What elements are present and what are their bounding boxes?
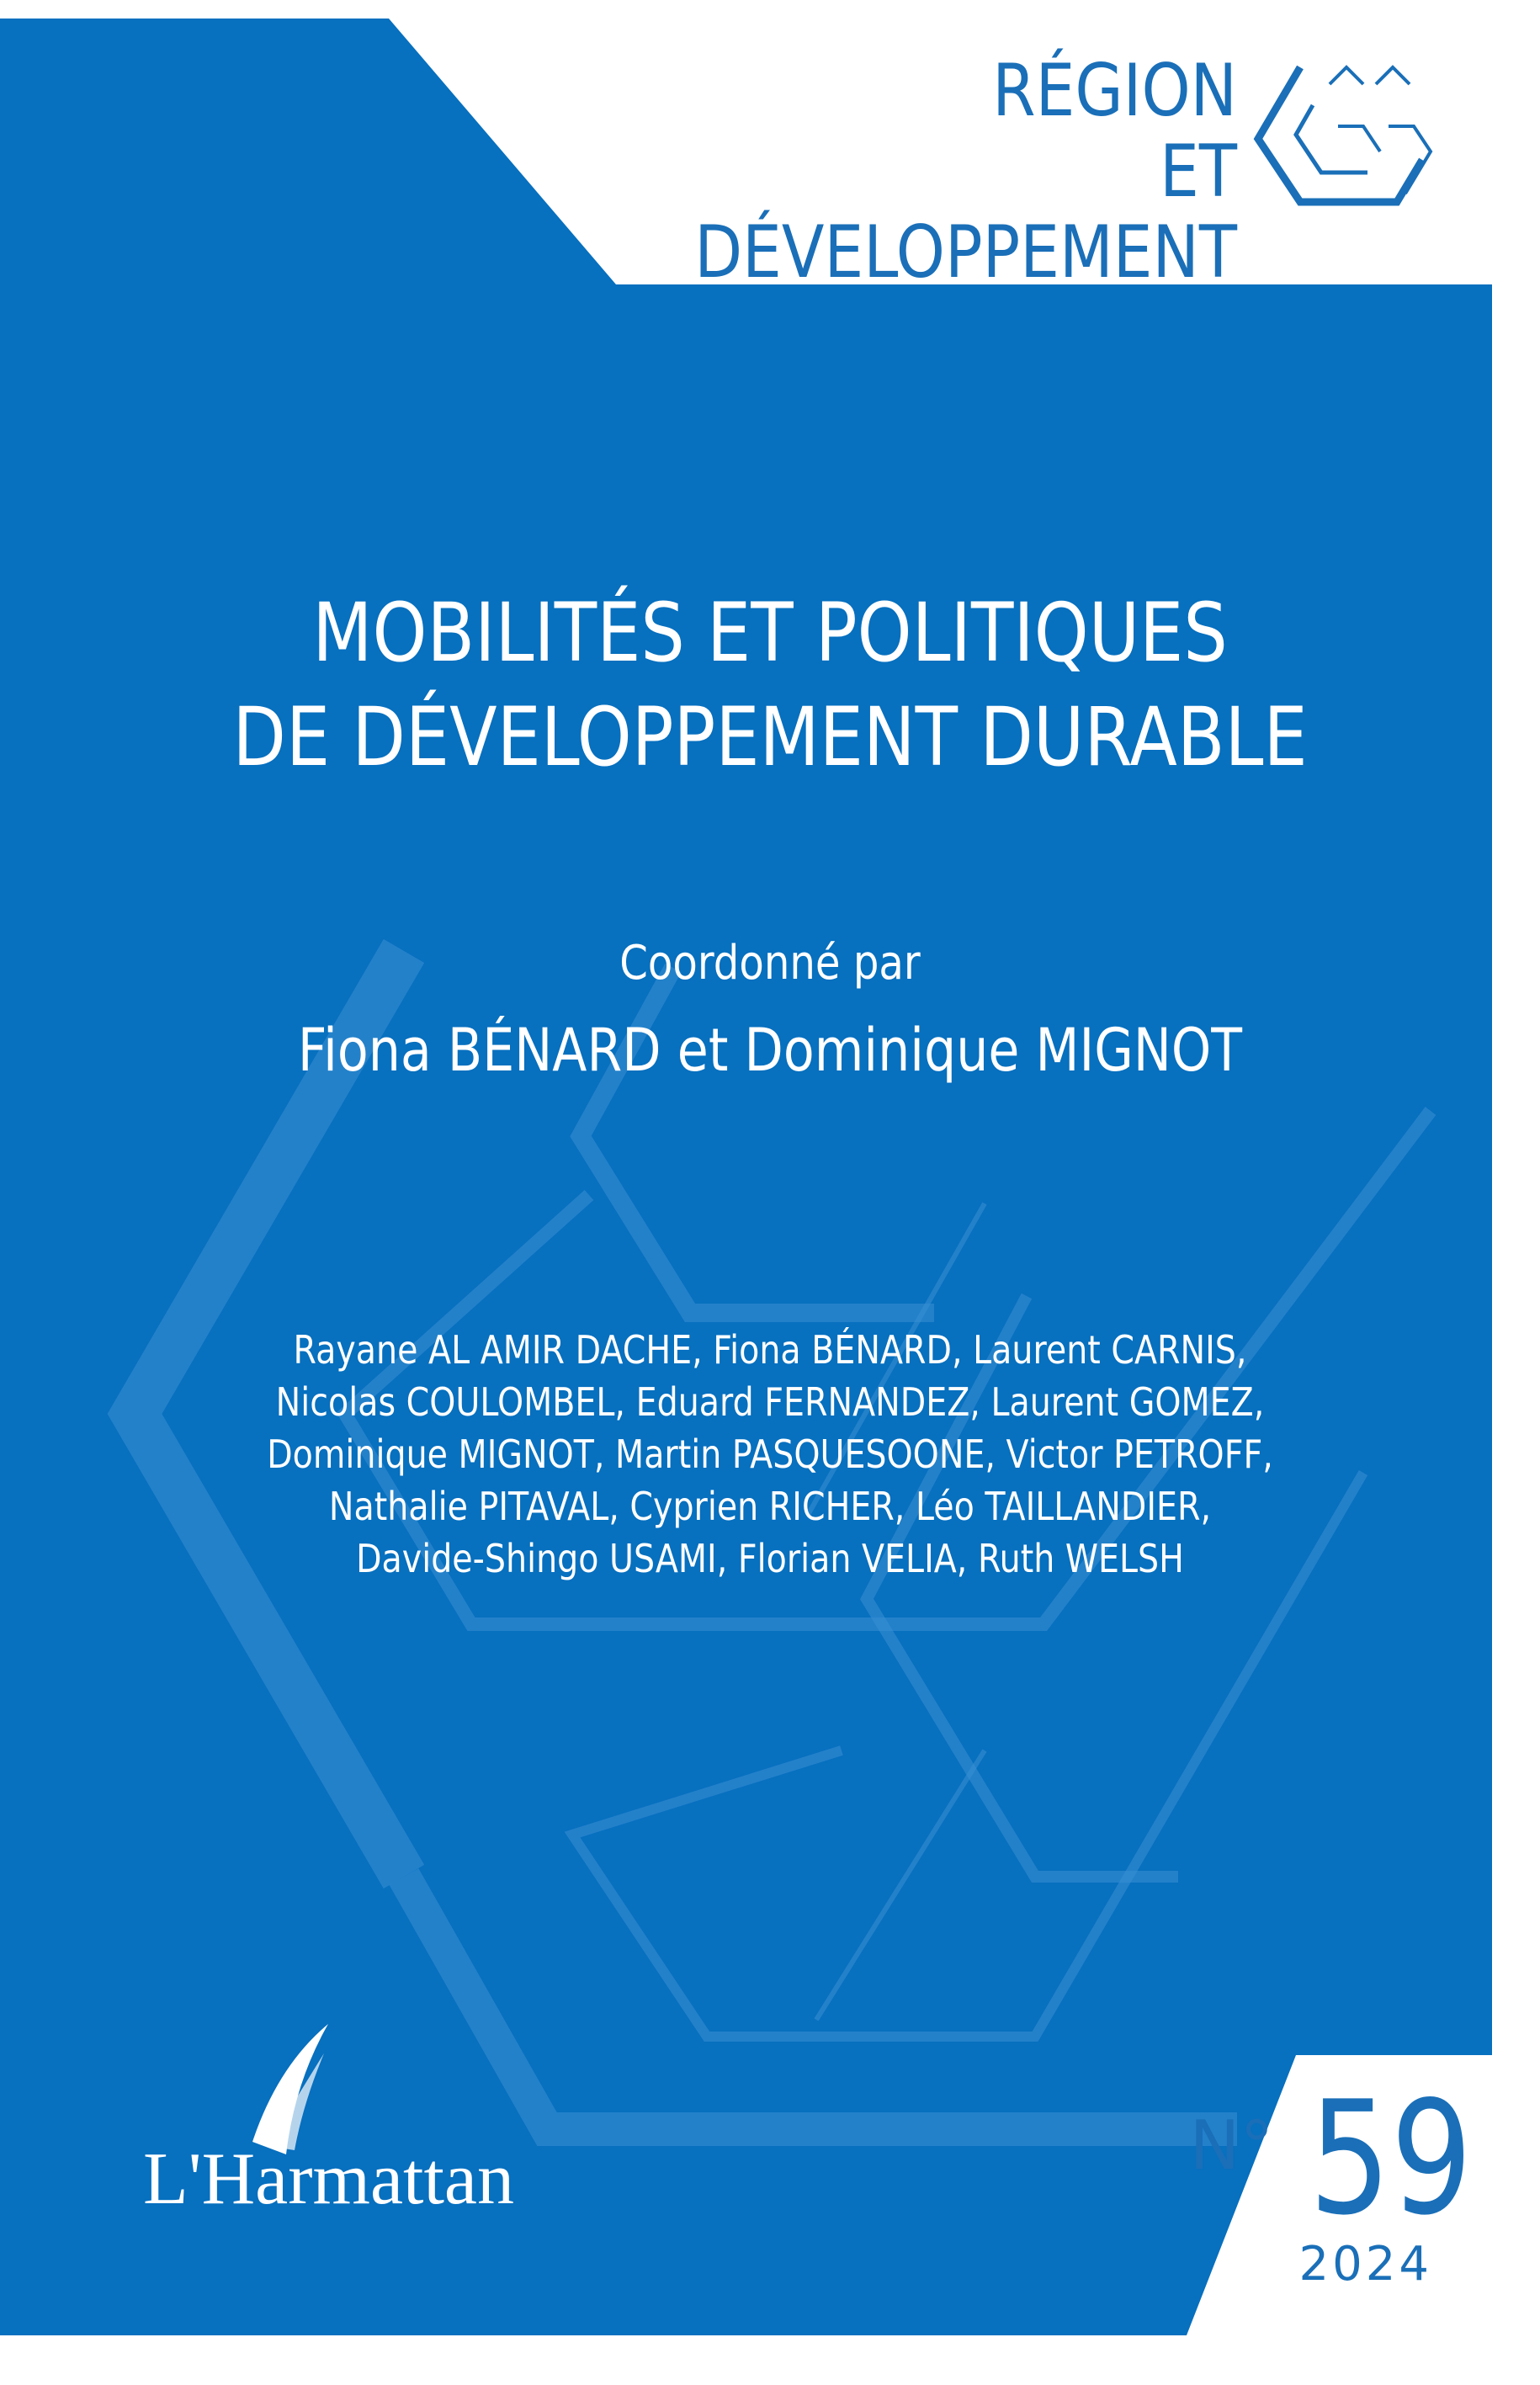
issue-year: 2024	[1298, 2237, 1432, 2292]
author-line: Rayane AL AMIR DACHE, Fiona BÉNARD, Laurent CARNIS,	[293, 1327, 1247, 1373]
series-title	[680, 50, 1237, 293]
cover-blue-panel	[0, 19, 1492, 2335]
book-title	[0, 581, 1540, 789]
author-line: Nicolas COULOMBEL, Eduard FERNANDEZ, Laurent GOMEZ,	[275, 1379, 1265, 1425]
series-title-line2: ET DÉVELOPPEMENT	[694, 130, 1237, 295]
book-title-line1: MOBILITÉS ET POLITIQUES	[312, 586, 1228, 680]
coordinator-names: Fiona BÉNARD et Dominique MIGNOT	[297, 1016, 1243, 1085]
publisher-name: L'Harmattan	[143, 2138, 514, 2220]
issue-number	[1189, 2067, 1473, 2250]
issue-number-value: 59	[1309, 2067, 1473, 2250]
author-line: Davide-Shingo USAMI, Florian VELIA, Ruth WELSH	[356, 1536, 1184, 1581]
author-list	[0, 1324, 1540, 1585]
author-line: Dominique MIGNOT, Martin PASQUESOONE, Victor PETROFF,	[267, 1432, 1273, 1477]
issue-prefix: N°	[1189, 2106, 1274, 2185]
series-title-line1: RÉGION	[992, 49, 1237, 133]
coordination-label: Coordonné par	[619, 936, 921, 991]
book-title-line2: DE DÉVELOPPEMENT DURABLE	[232, 690, 1308, 784]
hexagon-chevron-logo	[1258, 67, 1431, 202]
author-line: Nathalie PITAVAL, Cyprien RICHER, Léo TAILLANDIER,	[328, 1484, 1212, 1529]
